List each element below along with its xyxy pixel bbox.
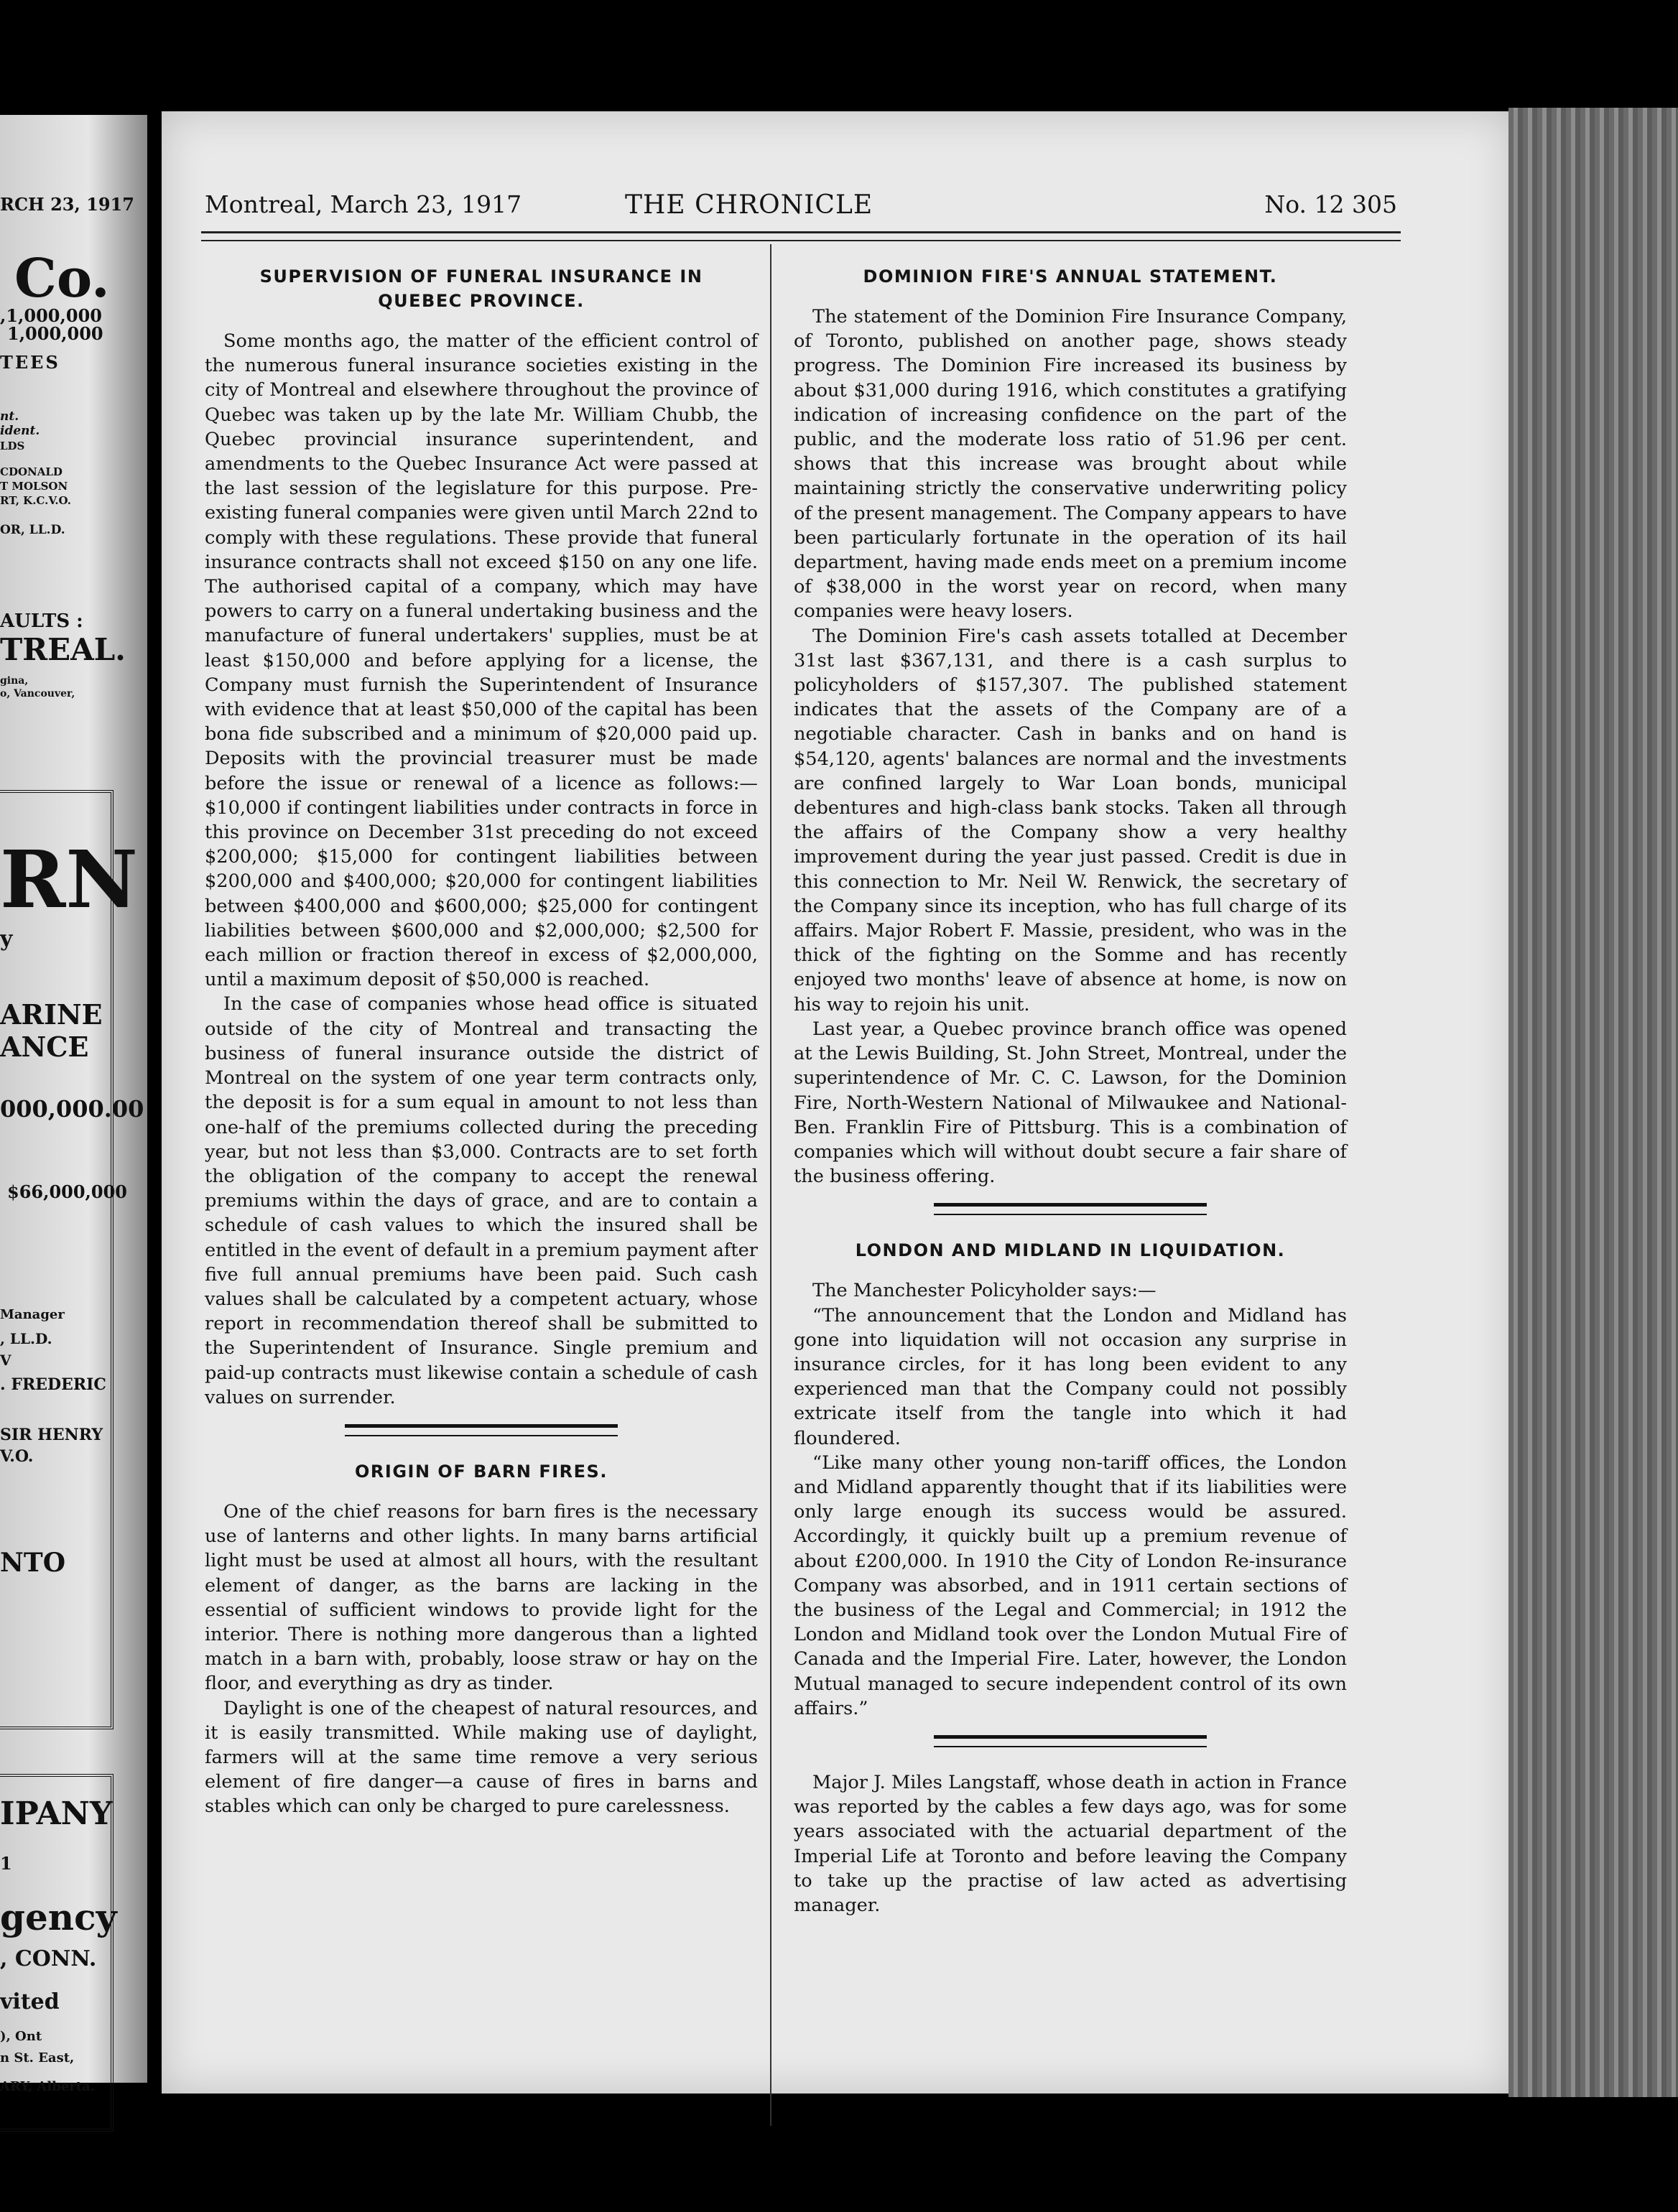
- left-page-fragment: $66,000,000: [7, 1181, 128, 1202]
- left-page-fragment: AULTS :: [0, 610, 83, 632]
- article-paragraph: Last year, a Quebec province branch office was opened at the Lewis Building, St. John Street, Montreal, under the superintendence of Mr. C. C. Lawson, for the Dominion Fire, North-Western National of Milwaukee and National-Ben. Franklin Fire of Pittsburg. This is a combination of companies which will without doubt secure a fair share of the business offering.: [794, 1018, 1347, 1188]
- left-page-fragment: ident.: [0, 424, 40, 438]
- column-rule: [770, 244, 771, 2126]
- right-column: [794, 259, 1347, 2126]
- issue-page-number: No. 12 305: [1264, 190, 1397, 218]
- left-page-fragment: , CONN.: [0, 1946, 97, 1971]
- left-page-fragment: n St. East,: [0, 2050, 75, 2065]
- advertisement-box: [0, 790, 113, 1729]
- publication-title: THE CHRONICLE: [625, 190, 873, 220]
- article-paragraph: Major J. Miles Langstaff, whose death in action in France was reported by the cables a few days ago, was for some years associated with the actuarial department of the Imperial Life at Toronto and before leaving the Company to take up the practise of law acted as advertising manager.: [794, 1771, 1347, 1916]
- left-page-fragment: SIR HENRY: [0, 1426, 103, 1444]
- left-page-fragment: gency: [0, 1896, 117, 1938]
- article-paragraph: Daylight is one of the cheapest of natural resources, and it is easily transmitted. While making use of daylight, farmers will at the same time remove a very serious element of fire danger—a cause of fires in barns and stables which can only be charged to pure carelessness.: [205, 1697, 758, 1818]
- left-page-fragment: , LL.D.: [0, 1330, 52, 1347]
- left-page-fragment: y: [0, 926, 13, 952]
- left-page-fragment: 1: [0, 1853, 12, 1874]
- article-paragraph: “The announcement that the London and Midland has gone into liquidation will not occasion any surprise in insurance circles, for it has long been evident to any experienced man that the Company could not possibly extricate itself from the tangle into which it had floundered.: [794, 1304, 1347, 1449]
- left-page-fragment: . FREDERIC: [0, 1375, 106, 1394]
- left-page-fragment: 1,000,000: [7, 323, 103, 344]
- article-paragraph: One of the chief reasons for barn fires is the necessary use of lanterns and other lights. In many barns artificial light must be used at almost all hours, with the resultant element of danger, as the barns are lacking in the essential of sufficient windows to provide light for the interior. There is nothing more dangerous than a lighted match in a barn with, probably, loose straw or hay on the floor, and everything as dry as tinder.: [205, 1500, 758, 1695]
- left-page-fragment: V.O.: [0, 1447, 34, 1466]
- article-paragraph: The statement of the Dominion Fire Insurance Company, of Toronto, published on another page, shows steady progress. The Dominion Fire increased its business by about $31,000 during 1916, which constitutes a gratifying indication of increasing confidence on the part of the public, and the moderate loss ratio of 51.96 per cent. shows that this increase was brought about while maintaining strictly the conservative underwriting policy of the present management. The Company appears to have been particularly fortunate in the operation of its hail department, having made ends meet on a premium income of $38,000 in the worst year on record, when many companies were heavy losers.: [794, 306, 1347, 623]
- left-page-fragment: ARY, Alberta.: [0, 2079, 96, 2094]
- running-head: [205, 190, 1397, 233]
- article-title-dominion-fire: DOMINION FIRE'S ANNUAL STATEMENT.: [863, 266, 1278, 287]
- left-page-fragment: TREAL.: [0, 632, 126, 667]
- book-binding-edge: [1508, 108, 1678, 2097]
- left-page-fragment: LDS: [0, 440, 25, 452]
- left-facing-page: [0, 115, 147, 2094]
- left-page-fragment: RT, K.C.V.O.: [0, 494, 71, 507]
- left-page-fragment: RN: [0, 833, 138, 926]
- left-page-fragment: gina,: [0, 675, 29, 687]
- left-page-fragment: TEES: [0, 352, 60, 373]
- article-separator: [934, 1203, 1207, 1215]
- article-separator: [934, 1735, 1207, 1747]
- article-title-funeral-insurance: SUPERVISION OF FUNERAL INSURANCE IN QUEBEC PROVINCE.: [259, 266, 703, 311]
- article-paragraph: “Like many other young non-tariff offices, the London and Midland apparently thought that if its liabilities were only large enough its success would be assured. Accordingly, it quickly built up a premium revenue of about £200,000. In 1910 the City of London Re-insurance Company was absorbed, and in 1911 certain sections of the business of the Legal and Commercial; in 1912 the London and Midland took over the London Mutual Fire of Canada and the Imperial Fire. Later, however, the London Mutual managed to secure independent control of its own affairs.”: [794, 1451, 1347, 1719]
- left-page-fragment: ARINE: [0, 998, 103, 1031]
- left-page-fragment: o, Vancouver,: [0, 688, 75, 700]
- header-date: Montreal, March 23, 1917: [205, 190, 522, 218]
- left-page-fragment: Manager: [0, 1307, 65, 1322]
- newspaper-page: [162, 111, 1512, 2094]
- article-paragraph: The Manchester Policyholder says:—: [812, 1280, 1156, 1302]
- left-page-fragment: RCH 23, 1917: [0, 194, 134, 215]
- left-page-fragment: Co.: [14, 248, 110, 310]
- left-page-fragment: ANCE: [0, 1031, 89, 1063]
- left-page-fragment: V: [0, 1352, 11, 1369]
- article-title-barn-fires: ORIGIN OF BARN FIRES.: [355, 1461, 608, 1482]
- left-column: [205, 259, 758, 2126]
- left-page-fragment: ,1,000,000: [0, 305, 102, 326]
- article-title-london-midland: LONDON AND MIDLAND IN LIQUIDATION.: [855, 1240, 1286, 1261]
- article-paragraph: The Dominion Fire's cash assets totalled at December 31st last $367,131, and there is a cash surplus to policyholders of $157,307. The published statement indicates that the assets of the Company are of a negotiable character. Cash in banks and on hand is $54,120, agents' balances are normal and the investments are confined largely to War Loan bonds, municipal debentures and high-class bank stocks. Taken all through the affairs of the Company show a very healthy improvement during the year just passed. Credit is due in this connection to Mr. Neil W. Renwick, the secretary of the Company since its inception, who has full charge of its affairs. Major Robert F. Massie, president, who was in the thick of the fighting on the Somme and has recently enjoyed two months' leave of absence at home, is now on his way to rejoin his unit.: [794, 625, 1347, 1016]
- left-page-fragment: CDONALD: [0, 465, 62, 478]
- left-page-fragment: IPANY: [0, 1795, 113, 1832]
- article-separator: [345, 1424, 618, 1436]
- left-page-fragment: vited: [0, 1989, 60, 2014]
- left-page-fragment: nt.: [0, 409, 19, 424]
- article-paragraph: Some months ago, the matter of the efficient control of the numerous funeral insurance societies existing in the city of Montreal and elsewhere throughout the province of Quebec was taken up by the late Mr. William Chubb, the Quebec provincial insurance superintendent, and amendments to the Quebec Insurance Act were passed at the last session of the legislature for this purpose. Pre-existing funeral companies were given until March 22nd to comply with these regulations. These provide that funeral insurance contracts shall not exceed $150 on any one life. The authorised capital of a company, which may have powers to carry on a funeral undertaking business and the manufacture of funeral undertakers' supplies, must be at least $150,000 and before applying for a license, the Company must furnish the Superintendent of Insurance with evidence that at least $50,000 of the capital has been bona fide subscribed and a minimum of $20,000 paid up. Deposits with the provincial treasurer must be made before the issue or renewal of a licence as follows:—$10,000 if contingent liabilities under contracts in force in this province on December 31st preceding do not exceed $200,000; $15,000 for contingent liabilities between $200,000 and $400,000; $20,000 for contingent liabilities between $400,000 and $600,000; $25,000 for contingent liabilities between $600,000 and $2,000,000; $2,500 for each million or fraction thereof in excess of $2,000,000, until a maximum deposit of $50,000 is reached.: [205, 330, 758, 991]
- left-page-fragment: NTO: [0, 1548, 66, 1578]
- left-page-fragment: T MOLSON: [0, 480, 68, 493]
- left-page-fragment: 000,000.00: [0, 1095, 144, 1123]
- article-paragraph: In the case of companies whose head office is situated outside of the city of Montreal and transacting the business of funeral insurance outside the district of Montreal on the system of one year term contracts only, the deposit is for a sum equal in amount to not less than one-half of the premiums collected during the preceding year, but not less than $3,000. Contracts are to set forth the obligation of the company to accept the renewal premiums within the days of grace, and are to contain a schedule of cash values to which the insured shall be entitled in the event of default in a premium payment after five full annual premiums have been paid. Such cash values shall be calculated by a competent actuary, whose report in recommendation thereof shall be submitted to the Superintendent of Insurance. Single premium and paid-up contracts must likewise contain a schedule of cash values on surrender.: [205, 993, 758, 1408]
- left-page-fragment: ), Ont: [0, 2029, 42, 2044]
- header-rule: [201, 231, 1401, 241]
- left-page-fragment: OR, LL.D.: [0, 523, 65, 537]
